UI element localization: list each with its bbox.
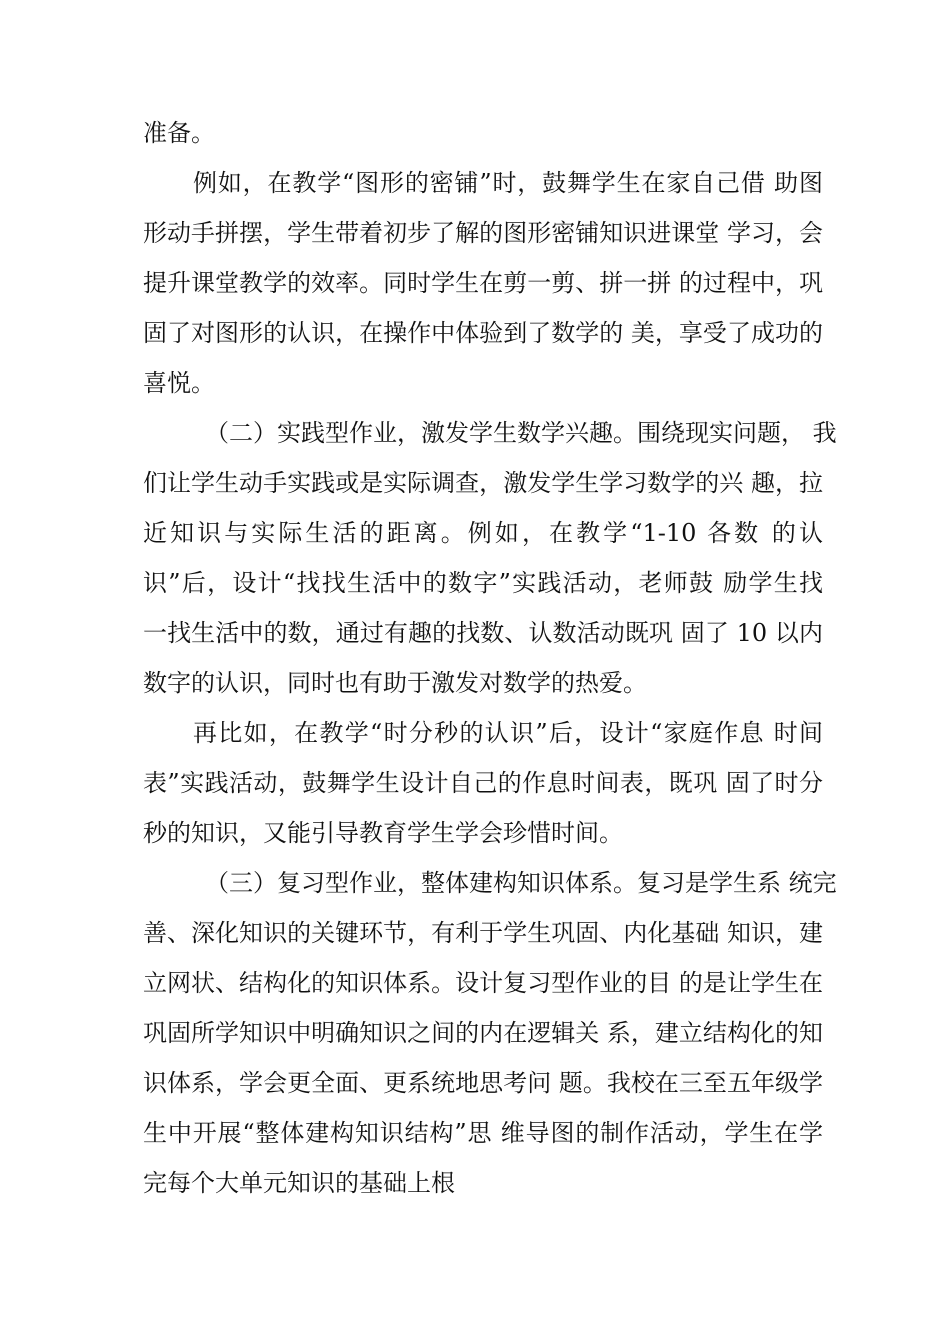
text-line: 固了对图形的认识，在操作中体验到了数学的 美，享受了成功的 [143, 319, 823, 347]
text-line: 数字的认识，同时也有助于激发对数学的热爱。 [143, 669, 647, 697]
text-line: 生中开展“整体建构知识结构”思 维导图的制作活动，学生在学 [143, 1119, 823, 1147]
paragraph-start-line: 例如，在教学“图形的密铺”时，鼓舞学生在家自己借 助图 [193, 169, 823, 197]
text-line: 立网状、结构化的知识体系。设计复习型作业的目 的是让学生在 [143, 969, 823, 997]
text-line: 形动手拼摆，学生带着初步了解的图形密铺知识进课堂 学习，会 [143, 219, 823, 247]
text-line: 识”后，设计“找找生活中的数字”实践活动，老师鼓 励学生找 [143, 569, 823, 597]
text-line: 完每个大单元知识的基础上根 [143, 1169, 455, 1197]
text-line: 表”实践活动，鼓舞学生设计自己的作息时间表，既巩 固了时分 [143, 769, 823, 797]
text-line: 一找生活中的数，通过有趣的找数、认数活动既巩 固了 10 以内 [143, 619, 823, 647]
text-line: 们让学生动手实践或是实际调查，激发学生学习数学的兴 趣，拉 [143, 469, 823, 497]
text-line: 提升课堂教学的效率。同时学生在剪一剪、拼一拼 的过程中，巩 [143, 269, 823, 297]
section-heading-line: （二）实践型作业，激发学生数学兴趣。围绕现实问题， 我 [205, 419, 837, 447]
text-line: 秒的知识，又能引导教育学生学会珍惜时间。 [143, 819, 623, 847]
section-heading-line: （三）复习型作业，整体建构知识体系。复习是学生系 统完 [205, 869, 837, 897]
body-text [143, 108, 837, 1208]
text-line: 善、深化知识的关键环节，有利于学生巩固、内化基础 知识，建 [143, 919, 823, 947]
text-line: 识体系，学会更全面、更系统地思考问 题。我校在三至五年级学 [143, 1069, 823, 1097]
text-line: 准备。 [143, 119, 215, 147]
paragraph-start-line: 再比如，在教学“时分秒的认识”后，设计“家庭作息 时间 [193, 719, 823, 747]
text-line: 近知识与实际生活的距离。例如，在教学“1-10 各数 的认 [143, 519, 823, 547]
text-line: 喜悦。 [143, 369, 215, 397]
text-line: 巩固所学知识中明确知识之间的内在逻辑关 系，建立结构化的知 [143, 1019, 823, 1047]
